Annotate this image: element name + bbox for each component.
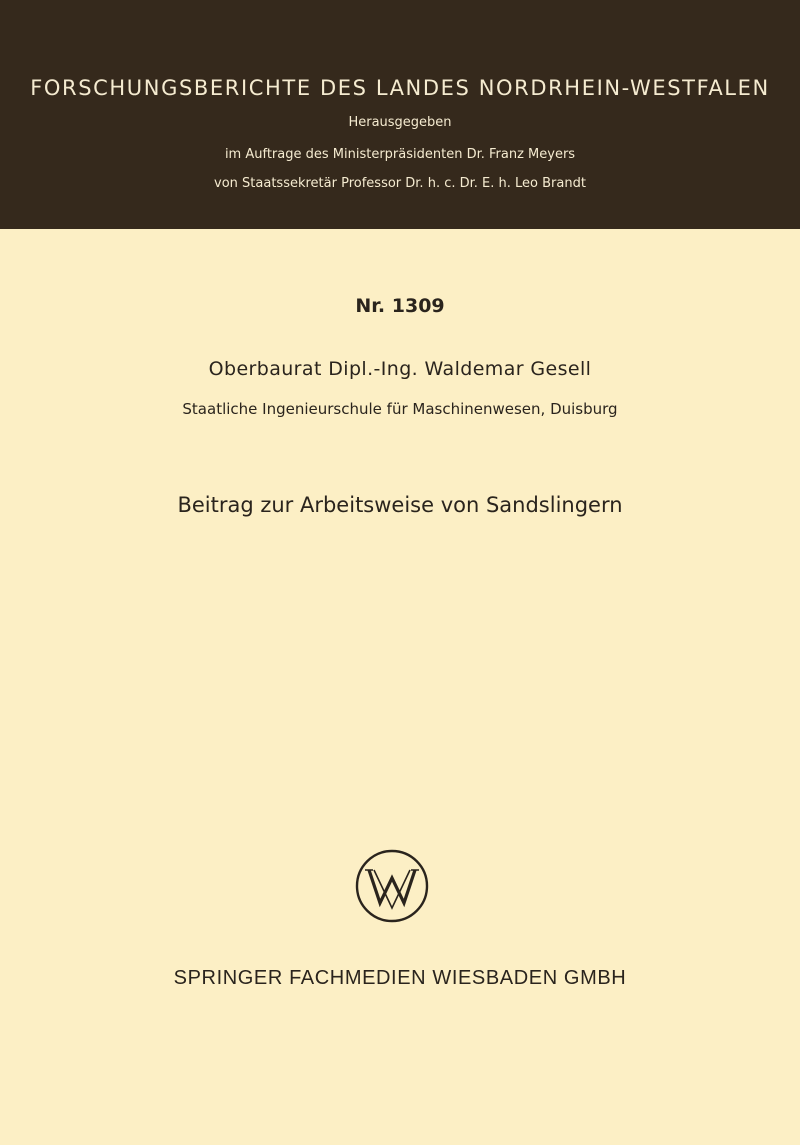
series-header-band (0, 0, 800, 229)
publisher-name: SPRINGER FACHMEDIEN WIESBADEN GMBH (173, 967, 627, 989)
series-title: FORSCHUNGSBERICHTE DES LANDES NORDRHEIN-WESTFALEN (30, 76, 770, 100)
editor-line-herausgegeben: Herausgegeben (348, 115, 452, 130)
editor-line-commission: im Auftrage des Ministerpräsidenten Dr. Franz Meyers (224, 147, 576, 162)
wv-publisher-logo-icon (353, 848, 431, 924)
author-name: Oberbaurat Dipl.-Ing. Waldemar Gesell (208, 358, 592, 380)
book-title: Beitrag zur Arbeitsweise von Sandslingern (177, 493, 623, 517)
volume-number: Nr. 1309 (355, 295, 445, 317)
author-affiliation: Staatliche Ingenieurschule für Maschinenwesen, Duisburg (182, 400, 618, 418)
editor-line-editor: von Staatssekretär Professor Dr. h. c. Dr. E. h. Leo Brandt (214, 176, 586, 191)
